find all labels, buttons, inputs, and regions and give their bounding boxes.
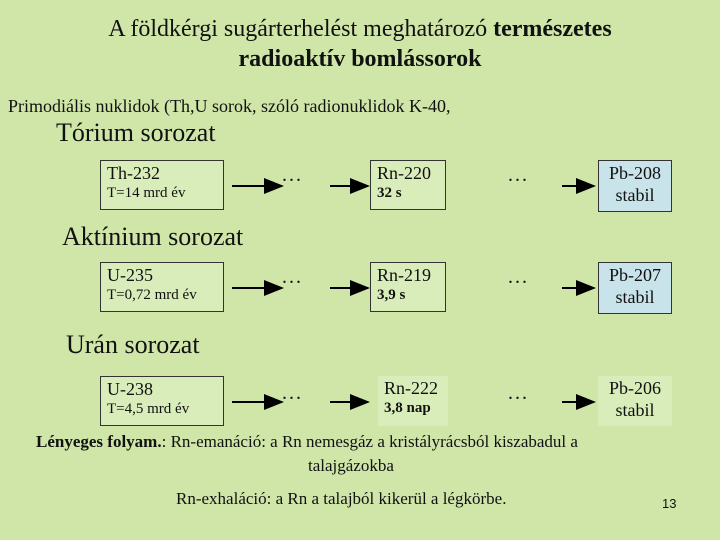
note-line1: : Rn-emanáció: a Rn nemesgáz a kristályrácsból kiszabadul a <box>161 432 578 451</box>
title-line2: radioaktív bomlássorok <box>238 46 482 72</box>
thorium-middle-nuclide: Rn-220 <box>377 163 431 183</box>
uranium-start-halflife: T=4,5 mrd év <box>107 401 190 417</box>
thorium-series-title: Tórium sorozat <box>56 118 216 147</box>
thorium-start-halflife: T=14 mrd év <box>107 185 186 201</box>
uranium-end-box <box>598 376 672 426</box>
note-exhalation: Rn-exhaláció: a Rn a talajból kikerül a légkörbe. <box>176 489 507 508</box>
uranium-end-status: stabil <box>615 400 655 420</box>
thorium-end-nuclide: Pb-208 <box>608 163 661 183</box>
actinium-middle-nuclide: Rn-219 <box>377 265 431 285</box>
actinium-middle-box <box>370 262 446 312</box>
actinium-series-title: Aktínium sorozat <box>62 222 244 251</box>
uranium-middle-halflife: 3,8 nap <box>384 400 431 416</box>
title-bold: természetes <box>493 16 612 42</box>
thorium-end-status: stabil <box>615 185 655 205</box>
uranium-series-title: Urán sorozat <box>66 330 200 359</box>
title-part1: A földkérgi sugárterhelést meghatározó <box>108 16 494 42</box>
subtitle: Primodiális nuklidok (Th,U sorok, szóló radionuklidok K-40, <box>8 96 451 116</box>
uranium-middle-box <box>378 376 448 426</box>
actinium-middle-halflife: 3,9 s <box>377 287 406 303</box>
actinium-end-box <box>598 262 672 314</box>
thorium-middle-box <box>370 160 446 210</box>
actinium-end-nuclide: Pb-207 <box>608 265 661 285</box>
note-line2: talajgázokba <box>308 456 394 475</box>
actinium-start-halflife: T=0,72 mrd év <box>107 287 197 303</box>
uranium-ellipsis-2: ... <box>508 382 529 404</box>
actinium-ellipsis-1: ... <box>282 266 303 288</box>
uranium-ellipsis-1: ... <box>282 382 303 404</box>
thorium-start-box <box>100 160 224 210</box>
actinium-start-nuclide: U-235 <box>107 265 153 285</box>
uranium-middle-nuclide: Rn-222 <box>384 378 438 398</box>
note-label: Lényeges folyam. <box>36 432 162 451</box>
uranium-end-nuclide: Pb-206 <box>608 378 661 398</box>
thorium-ellipsis-2: ... <box>508 164 529 186</box>
thorium-ellipsis-1: ... <box>282 164 303 186</box>
thorium-start-nuclide: Th-232 <box>107 163 160 183</box>
actinium-start-box <box>100 262 224 312</box>
note-emanation <box>36 432 578 452</box>
actinium-end-status: stabil <box>615 287 655 307</box>
thorium-end-box <box>598 160 672 212</box>
thorium-middle-halflife: 32 s <box>377 185 402 201</box>
uranium-start-box <box>100 376 224 426</box>
uranium-start-nuclide: U-238 <box>107 379 153 399</box>
actinium-ellipsis-2: ... <box>508 266 529 288</box>
page-number: 13 <box>662 496 677 511</box>
